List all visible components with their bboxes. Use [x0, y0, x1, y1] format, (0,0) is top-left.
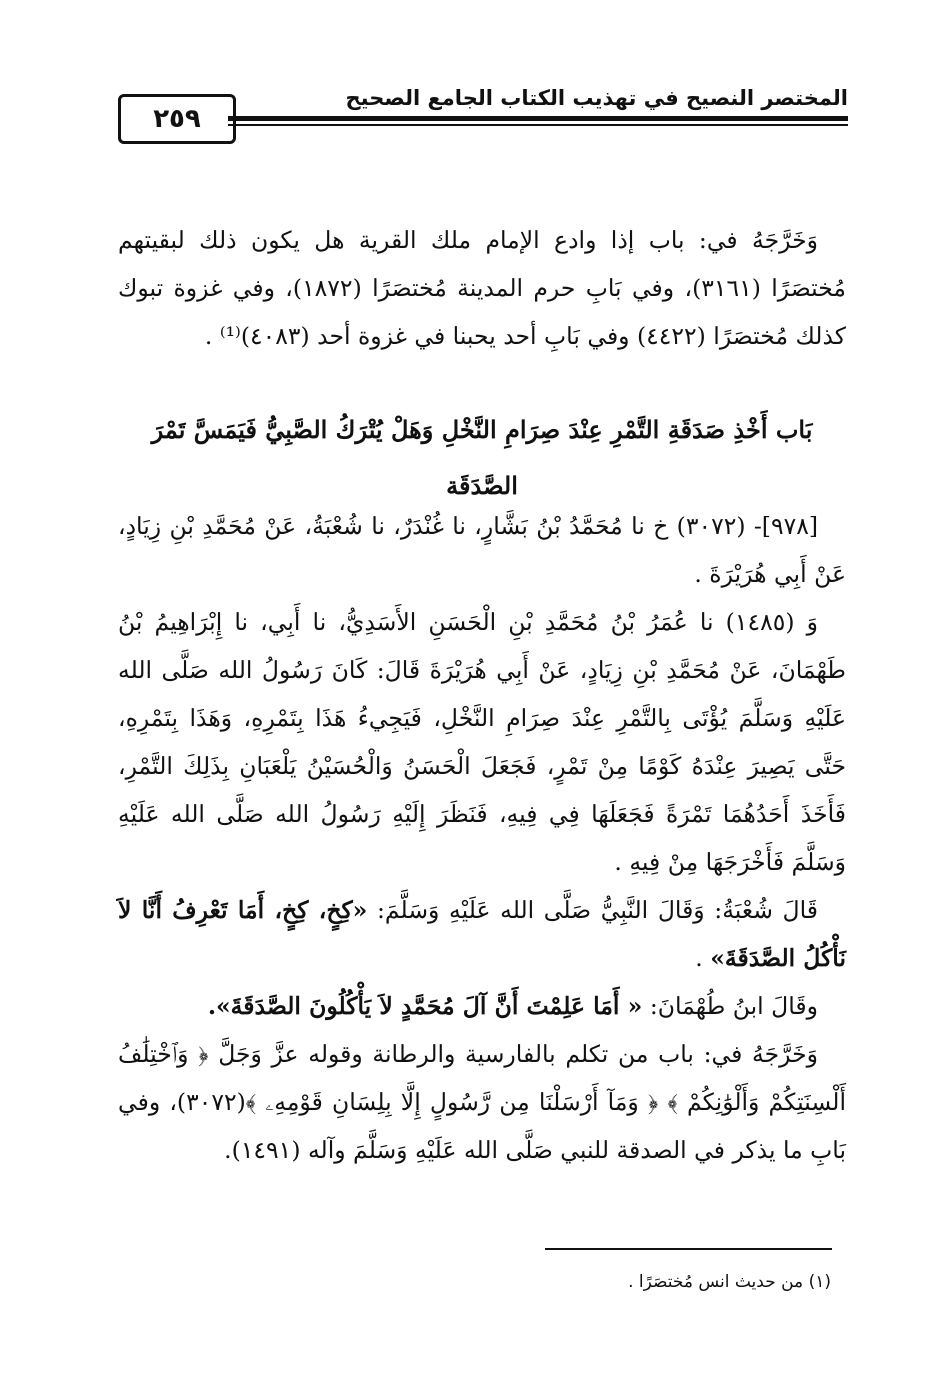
takhrij-paragraph-2: وَخَرَّجَهُ في: باب من تكلم بالفارسية والرطانة وقوله عزَّ وَجَلَّ ﴿ وَٱخْتِلَٰفُ أَلْسِنَتِكُمْ وَأَلْوَٰنِكُمْ ﴾ ﴿ وَمَآ أَرْسَلْنَا مِن رَّسُولٍ إِلَّا بِلِسَانِ قَوْمِهِۦ ﴾(٣٠٧٢)، وفي بَابِ ما يذكر في الصدقة للنبي صَلَّى الله عَلَيْهِ وَسَلَّمَ وآله (١٤٩١). [118, 1040, 846, 1164]
paragraph-text: وَخَرَّجَهُ في: باب إذا وادع الإمام ملك القرية هل يكون ذلك لبقيتهم مُختصَرًا (٣١٦١)، وفي بَابِ حرم المدينة مُختصَرًا (١٨٧٢)، وفي غزوة تبوك كذلك مُختصَرًا (٤٤٢٢) وفي بَابِ أحد يحبنا في غزوة أحد (٤٠٨٣)⁽¹⁾ . [118, 226, 846, 350]
header-rule-thin [228, 124, 848, 126]
tahman-lead: وقَالَ ابنُ طُهْمَانَ: [642, 992, 818, 1020]
running-title: المختصر النصيح في تهذيب الكتاب الجامع الصحيح [345, 86, 848, 110]
shuba-quote: «كِخٍ، كِخٍ، أَمَا تَعْرِفُ أَنَّا لاَ نَأْكُلُ الصَّدَقَةَ» [118, 896, 846, 972]
hadith-body [118, 502, 846, 1174]
page-number-box [118, 94, 236, 144]
footnote-separator [545, 1248, 832, 1250]
page-number: ٢٥٩ [153, 104, 201, 134]
tahman-statement [118, 982, 846, 1030]
shuba-statement [118, 886, 846, 982]
shuba-lead: قَالَ شُعْبَةُ: وَقَالَ النَّبِيُّ صَلَّى الله عَلَيْهِ وَسَلَّمَ: [367, 896, 819, 924]
page-header [110, 84, 848, 154]
tahman-quote: « أَمَا عَلِمْتَ أَنَّ آلَ مُحَمَّدٍ لاَ يَأْكُلُونَ الصَّدَقَةَ». [207, 992, 643, 1020]
chapter-heading: بَاب أَخْذِ صَدَقَةِ التَّمْرِ عِنْدَ صِرَامِ النَّخْلِ وَهَلْ يُتْرَكُ الصَّبِيُّ فَيَمَسَّ تَمْرَ الصَّدَقَة [151, 415, 813, 500]
footnote: (١) من حديث انس مُختصَرًا . [628, 1272, 831, 1292]
isnad-second: وَ (١٤٨٥) نا عُمَرُ بْنُ مُحَمَّدِ بْنِ الْحَسَنِ الأَسَدِيُّ، نا أَبِي، نا إِبْرَاهِيمُ بْنُ طَهْمَانَ، عَنْ مُحَمَّدِ بْنِ زِيَادٍ، عَنْ أَبِي هُرَيْرَةَ قَالَ: كَانَ رَسُولُ الله صَلَّى الله عَلَيْهِ وَسَلَّمَ يُؤْتَى بِالتَّمْرِ عِنْدَ صِرَامِ النَّخْلِ، فَيَجِيءُ هَذَا بِتَمْرِهِ، وَهَذَا بِتَمْرِهِ، حَتَّى يَصِيرَ عِنْدَهُ كَوْمًا مِنْ تَمْرٍ، فَجَعَلَ الْحَسَنُ وَالْحُسَيْنُ يَلْعَبَانِ بِذَلِكَ التَّمْرِ، فَأَخَذَ أَحَدُهُمَا تَمْرَةً فَجَعَلَهَا فِي فِيهِ، فَنَظَرَ إِلَيْهِ رَسُولُ الله صَلَّى الله عَلَيْهِ وَسَلَّمَ فَأَخْرَجَهَا مِنْ فِيهِ . [118, 608, 846, 876]
isnad-first: [٩٧٨]- (٣٠٧٢) خ نا مُحَمَّدُ بْنُ بَشَّارٍ، نا غُنْدَرٌ، نا شُعْبَةُ، عَنْ مُحَمَّدِ بْنِ زِيَادٍ، عَنْ أَبِي هُرَيْرَةَ . [118, 512, 846, 588]
header-rule-thick [228, 116, 848, 121]
shuba-end: . [695, 944, 711, 972]
takhrij-paragraph-1 [118, 216, 846, 360]
